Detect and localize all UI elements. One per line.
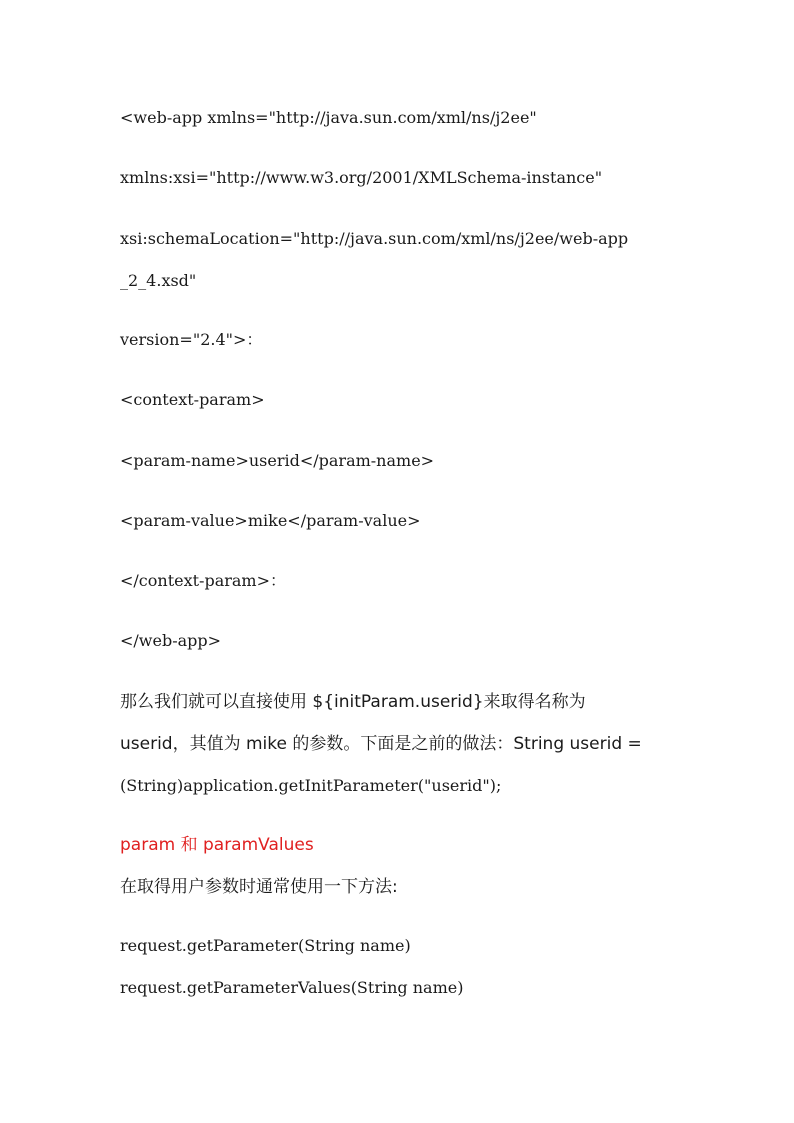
code-line-param-value: <param-value>mike</param-value> — [120, 511, 421, 530]
paragraph-line-2: userid，其值为 mike 的参数。下面是之前的做法：String userid = — [120, 734, 642, 754]
code-line-schema-location-cont: _2_4.xsd" — [120, 271, 197, 290]
code-line-web-app-open: <web-app xmlns="http://java.sun.com/xml/ns/j2ee" — [120, 108, 537, 127]
paragraph-line-3: (String)application.getInitParameter("userid"); — [120, 776, 502, 795]
code-line-xmlns-xsi: xmlns:xsi="http://www.w3.org/2001/XMLSchema-instance" — [120, 168, 603, 187]
code-line-schema-location: xsi:schemaLocation="http://java.sun.com/xml/ns/j2ee/web-app — [120, 229, 629, 248]
section-heading: param 和 paramValues — [120, 835, 314, 855]
section-intro: 在取得用户参数时通常使用一下方法: — [120, 877, 398, 897]
code-line-context-param-close: </context-param>： — [120, 571, 287, 590]
code-line-version: version="2.4">： — [120, 330, 263, 349]
code-line-web-app-close: </web-app> — [120, 631, 222, 650]
code-line-context-param-open: <context-param> — [120, 390, 265, 409]
paragraph-line-1: 那么我们就可以直接使用 ${initParam.userid}来取得名称为 — [120, 692, 586, 712]
method-get-parameter: request.getParameter(String name) — [120, 936, 411, 955]
method-get-parameter-values: request.getParameterValues(String name) — [120, 978, 464, 997]
code-line-param-name: <param-name>userid</param-name> — [120, 451, 435, 470]
